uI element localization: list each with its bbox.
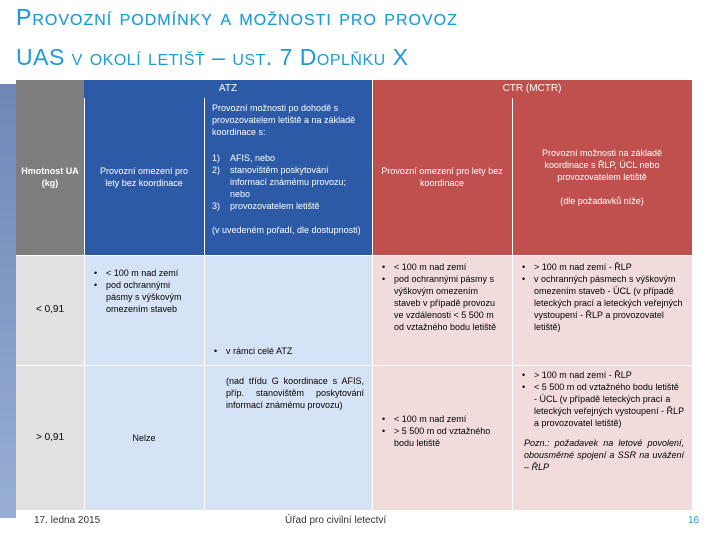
page-title-line-2: UAS v okolí letišť – ust. 7 Doplňku X [16, 44, 409, 70]
atz-coordination-filler [204, 463, 372, 510]
page-title-line-1: Provozní podmínky a možnosti pro provoz [16, 4, 458, 30]
weight-row-2: > 0,91 [16, 365, 84, 510]
list-item: • > 100 m nad zemí - ŘLP [520, 369, 684, 381]
atz-coordination-note: (v uvedeném pořadí, dle dostupnosti) [212, 225, 361, 235]
atz-coordination-item: 2) stanovištěm poskytování informací známému provozu; nebo [212, 165, 347, 199]
atz-header: ATZ [84, 80, 372, 98]
atz-coordination-item: 1) AFIS, nebo [212, 153, 276, 163]
list-item: • > 5 500 m od vztažného bodu letiště [380, 425, 504, 449]
list-item: • < 100 m nad zemí [380, 261, 504, 273]
ctr-coordination-header [512, 98, 692, 255]
atz-coordination-rows [204, 255, 372, 463]
atz-no-coordination-header: Provozní omezení pro lety bez koordinace [84, 98, 204, 255]
ctr-coordination-sub: (dle požadavků níže) [560, 195, 644, 206]
row-divider [16, 255, 692, 256]
atz-coordination-header [204, 98, 372, 255]
ctr-no-coordination-row-1 [372, 255, 512, 365]
column-divider [512, 98, 513, 510]
atz-coordination-item: 3) provozovatelem letiště [212, 201, 320, 211]
list-item: • > 100 m nad zemí - ŘLP [520, 261, 684, 273]
decorative-side-band [0, 84, 16, 518]
atz-coordination-intro: Provozní možnosti po dohodě s provozovatelem letiště a na základě koordinace s: [212, 103, 356, 137]
list-item: • < 100 m nad zemí [92, 267, 196, 279]
page-number: 16 [688, 515, 700, 526]
weight-column-header: Hmotnost UA (kg) [16, 98, 84, 255]
atz-no-coordination-row-2: Nelze [84, 365, 204, 510]
ctr-header: CTR (MCTR) [372, 80, 692, 98]
atz-no-coordination-row-1 [84, 255, 204, 365]
footer-organization: Úřad pro civilní letectví [285, 515, 387, 526]
column-divider [372, 80, 373, 510]
list-item: • v rámci celé ATZ [212, 345, 364, 357]
ctr-coordination-row-2 [512, 365, 692, 510]
footer-date: 17. ledna 2015 [34, 515, 101, 526]
ctr-coordination-row-1 [512, 255, 692, 365]
list-item: • < 5 500 m od vztažného bodu letiště - ÚCL (v případě leteckých prací a leteckých veřejných vystoupení - ŘLP a provozovatel letiště) [520, 381, 684, 429]
row-divider [16, 365, 692, 366]
list-item: • v ochranných pásmech s výškovým omezením staveb - ÚCL (v případě leteckých prací a leteckých veřejných vystoupení - ŘLP a provozovatel letiště) [520, 273, 684, 333]
atz-coordination-list [212, 152, 364, 212]
column-divider [204, 98, 205, 510]
ctr-note: Pozn.: požadavek na letové povolení, obousměrné spojení a SSR na uvážení – ŘLP [524, 438, 684, 472]
atz-coordination-rows-note: (nad třídu G koordinace s AFIS, příp. stanovištěm poskytování informací známému provozu) [226, 376, 364, 410]
list-item: • pod ochrannými pásmy s výškovým omezením staveb v případě provozu ve vzdálenosti < 5 500 m od vztažného bodu letiště [380, 273, 504, 333]
ctr-coordination-main: Provozní možnosti na základě koordinace s ŘLP, ÚCL nebo provozovatelem letiště [541, 147, 663, 182]
weight-header-top [16, 80, 84, 98]
ctr-no-coordination-row-2 [372, 365, 512, 510]
ctr-no-coordination-header: Provozní omezení pro lety bez koordinace [372, 98, 512, 255]
weight-row-1: < 0,91 [16, 255, 84, 365]
atz-coordination-body [212, 255, 364, 357]
list-item: • < 100 m nad zemí [380, 413, 504, 425]
list-item: • pod ochrannými pásmy s výškovým omezením staveb [92, 279, 196, 315]
column-divider [84, 98, 85, 510]
